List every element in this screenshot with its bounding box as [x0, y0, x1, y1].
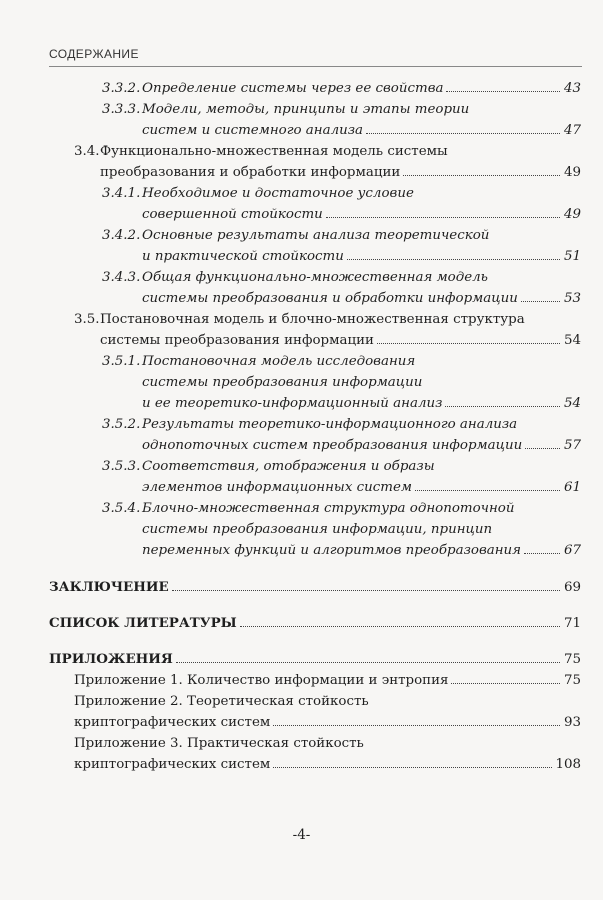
header-rule	[49, 66, 582, 67]
leader-dots	[403, 175, 560, 176]
toc-entry-3-4-2[interactable]	[102, 225, 581, 267]
toc-entry-3-5[interactable]	[74, 309, 581, 351]
toc-page-number: 53	[563, 291, 581, 306]
toc-page-number: 49	[563, 207, 581, 222]
running-header: СОДЕРЖАНИЕ	[49, 47, 139, 61]
toc-entry-number: 3.5.	[74, 312, 100, 327]
leader-dots	[446, 91, 560, 92]
leader-dots	[347, 259, 560, 260]
toc-entry-title-cont: системы преобразования информации	[100, 333, 374, 348]
toc-entry-title: Блочно-множественная структура однопоточной	[142, 501, 515, 516]
toc-entry-title-cont: криптографических систем	[74, 715, 271, 730]
toc-page-number: 71	[563, 616, 581, 631]
leader-dots	[525, 448, 560, 449]
toc-page-number: 93	[563, 715, 581, 730]
toc-entry-3-5-2[interactable]	[102, 414, 581, 456]
toc-entry-number: 3.5.4.	[102, 501, 141, 516]
toc-entry-title-cont: системы преобразования информации, принцип	[142, 522, 493, 537]
toc-entry-appendices[interactable]	[49, 649, 581, 670]
leader-dots	[366, 133, 560, 134]
toc-entry-title: СПИСОК ЛИТЕРАТУРЫ	[49, 615, 237, 631]
toc-page-number: 54	[563, 333, 581, 348]
toc-entry-conclusion[interactable]	[49, 577, 581, 598]
toc-entry-3-4[interactable]	[74, 141, 581, 183]
leader-dots	[524, 553, 560, 554]
toc-page-number: 75	[563, 652, 581, 667]
toc-page-number: 57	[563, 438, 581, 453]
toc-entry-title-cont: систем и системного анализа	[142, 123, 364, 138]
toc-entry-title-cont: и практической стойкости	[142, 249, 344, 264]
toc-entry-number: 3.5.2.	[102, 417, 141, 432]
toc-entry-title-cont: преобразования и обработки информации	[100, 165, 401, 180]
leader-dots	[176, 662, 560, 663]
toc-entry-title: ПРИЛОЖЕНИЯ	[49, 651, 173, 667]
toc-entry-title: Приложение 2. Теоретическая стойкость	[74, 694, 369, 709]
leader-dots	[273, 767, 552, 768]
toc-page-number: 49	[563, 165, 581, 180]
toc-page-number: 108	[555, 757, 581, 772]
toc-page-number: 67	[563, 543, 581, 558]
toc-entry-title: Модели, методы, принципы и этапы теории	[142, 102, 470, 117]
toc-entry-number: 3.5.3.	[102, 459, 141, 474]
toc-entry-references[interactable]	[49, 613, 581, 634]
toc-entry-3-4-3[interactable]	[102, 267, 581, 309]
toc-entry-3-5-3[interactable]	[102, 456, 581, 498]
toc-page-number: 69	[563, 580, 581, 595]
toc-entry-3-5-4[interactable]	[102, 498, 581, 561]
toc-entry-title-cont: элементов информационных систем	[142, 480, 412, 495]
toc-entry-title: Общая функционально-множественная модель	[142, 270, 488, 285]
table-of-contents	[0, 78, 603, 775]
leader-dots	[240, 626, 560, 627]
toc-entry-number: 3.5.1.	[102, 354, 141, 369]
toc-page-number: 61	[563, 480, 581, 495]
toc-entry-number: 3.4.3.	[102, 270, 141, 285]
toc-entry-title: Необходимое и достаточное условие	[142, 186, 414, 201]
toc-entry-number: 3.4.	[74, 144, 100, 159]
leader-dots	[172, 590, 560, 591]
leader-dots	[273, 725, 560, 726]
toc-page-number: 47	[563, 123, 581, 138]
leader-dots	[445, 406, 560, 407]
leader-dots	[521, 301, 560, 302]
toc-entry-title-cont: и ее теоретико-информационный анализ	[142, 396, 443, 411]
toc-entry-title-cont: криптографических систем	[74, 757, 271, 772]
leader-dots	[377, 343, 560, 344]
toc-entry-title: Приложение 1. Количество информации и энтропия	[74, 673, 449, 688]
toc-page-number: 43	[563, 81, 581, 96]
toc-entry-title: Определение системы через ее свойства	[142, 81, 444, 96]
toc-entry-title: ЗАКЛЮЧЕНИЕ	[49, 579, 169, 595]
toc-entry-title: Функционально-множественная модель системы	[100, 144, 448, 159]
leader-dots	[326, 217, 560, 218]
toc-entry-title: Соответствия, отображения и образы	[142, 459, 435, 474]
toc-entry-appendix-2[interactable]	[74, 691, 581, 733]
toc-entry-title: Основные результаты анализа теоретической	[142, 228, 490, 243]
toc-entry-title-cont: переменных функций и алгоритмов преобразования	[142, 543, 522, 558]
toc-entry-3-4-1[interactable]	[102, 183, 581, 225]
leader-dots	[451, 683, 560, 684]
toc-entry-number: 3.3.3.	[102, 102, 141, 117]
toc-entry-appendix-3[interactable]	[74, 733, 581, 775]
toc-entry-3-3-2[interactable]	[102, 78, 581, 99]
toc-entry-appendix-1[interactable]	[74, 670, 581, 691]
toc-entry-title-cont: совершенной стойкости	[142, 207, 323, 222]
page-number: -4-	[292, 827, 311, 843]
leader-dots	[415, 490, 560, 491]
toc-entry-title: Постановочная модель и блочно-множественная структура	[100, 312, 525, 327]
toc-entry-title-cont: однопоточных систем преобразования информации	[142, 438, 523, 453]
toc-entry-number: 3.3.2.	[102, 81, 141, 96]
toc-entry-3-3-3[interactable]	[102, 99, 581, 141]
toc-entry-title: Результаты теоретико-информационного анализа	[142, 417, 518, 432]
toc-entry-3-5-1[interactable]	[102, 351, 581, 414]
toc-entry-title: Приложение 3. Практическая стойкость	[74, 736, 364, 751]
toc-entry-title-cont: системы преобразования и обработки информации	[142, 291, 518, 306]
toc-page-number: 54	[563, 396, 581, 411]
toc-page-number: 75	[563, 673, 581, 688]
toc-entry-title-cont: системы преобразования информации	[142, 375, 423, 390]
toc-entry-number: 3.4.1.	[102, 186, 141, 201]
toc-entry-title: Постановочная модель исследования	[142, 354, 416, 369]
toc-entry-number: 3.4.2.	[102, 228, 141, 243]
toc-page-number: 51	[563, 249, 581, 264]
